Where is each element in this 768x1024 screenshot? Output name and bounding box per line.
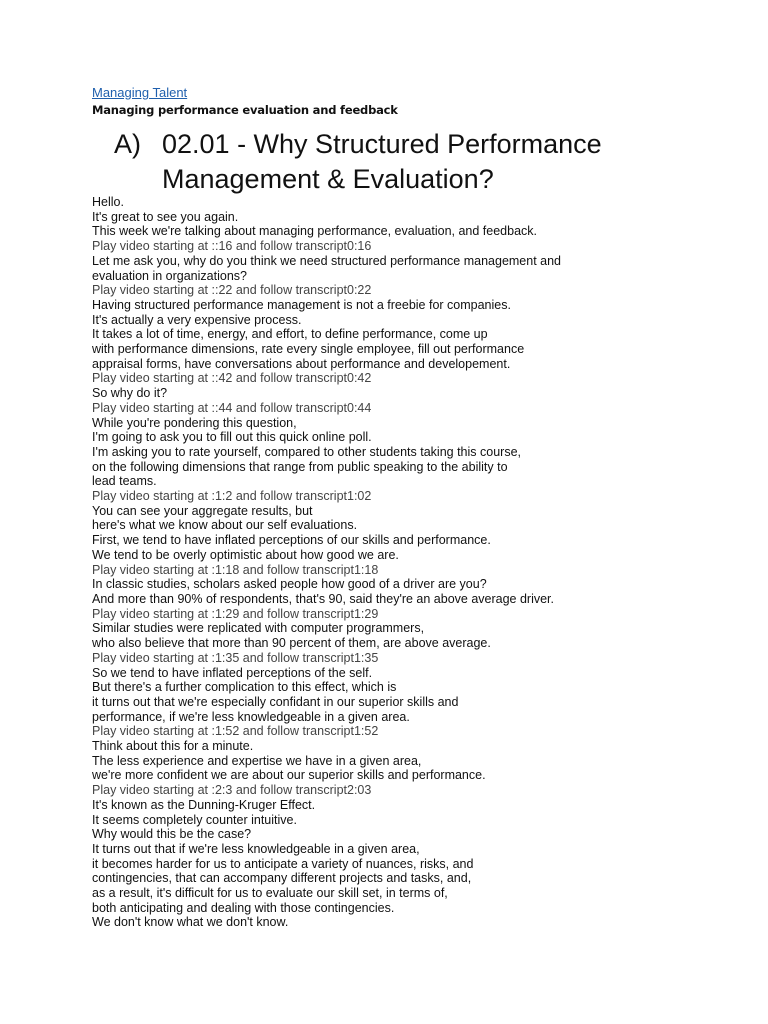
course-link[interactable]: Managing Talent	[92, 85, 188, 100]
transcript-line: Think about this for a minute.	[92, 739, 254, 754]
transcript-line: it turns out that we're especially confidant in our superior skills and	[92, 694, 459, 709]
play-video-link[interactable]: Play video starting at :1:52 and follow transcript1:52	[92, 724, 379, 739]
transcript-line: I'm going to ask you to fill out this quick online poll.	[92, 430, 372, 445]
heading-text-line-2: Management & Evaluation?	[162, 164, 494, 194]
transcript-line: This week we're talking about managing performance, evaluation, and feedback.	[92, 224, 538, 239]
transcript-line: We don't know what we don't know.	[92, 915, 289, 930]
transcript-line: Similar studies were replicated with computer programmers,	[92, 621, 425, 636]
heading-list-marker: A)	[114, 129, 141, 159]
transcript-line: I'm asking you to rate yourself, compared to other students taking this course,	[92, 444, 521, 459]
transcript-body	[92, 195, 732, 930]
transcript-line: Hello.	[92, 195, 124, 209]
play-video-link[interactable]: Play video starting at :2:3 and follow transcript2:03	[92, 783, 372, 798]
transcript-line: Let me ask you, why do you think we need structured performance management and	[92, 253, 562, 268]
transcript-line: You can see your aggregate results, but	[92, 503, 313, 518]
play-video-link[interactable]: Play video starting at :1:18 and follow transcript1:18	[92, 562, 379, 577]
transcript-line: performance, if we're less knowledgeable in a given area.	[92, 709, 410, 724]
title-line-1	[114, 127, 734, 162]
transcript-line: we're more confident we are about our superior skills and performance.	[92, 768, 486, 783]
transcript-line: it becomes harder for us to anticipate a variety of nuances, risks, and	[92, 856, 474, 871]
transcript-line: And more than 90% of respondents, that's 90, said they're an above average driver.	[92, 591, 555, 606]
transcript-line: here's what we know about our self evaluations.	[92, 518, 358, 533]
transcript-line: It seems completely counter intuitive.	[92, 812, 297, 827]
transcript-line: with performance dimensions, rate every single employee, fill out performance	[92, 342, 525, 357]
transcript-line: It's known as the Dunning-Kruger Effect.	[92, 797, 316, 812]
transcript-line: Having structured performance management is not a freebie for companies.	[92, 297, 511, 312]
transcript-line: It takes a lot of time, energy, and effort, to define performance, come up	[92, 327, 488, 342]
transcript-line: who also believe that more than 90 percent of them, are above average.	[92, 636, 491, 651]
play-video-link[interactable]: Play video starting at :1:2 and follow transcript1:02	[92, 489, 372, 504]
transcript-line: both anticipating and dealing with those contingencies.	[92, 900, 395, 915]
play-video-link[interactable]: Play video starting at :1:29 and follow transcript1:29	[92, 606, 379, 621]
play-video-link[interactable]: Play video starting at ::16 and follow transcript0:16	[92, 239, 372, 254]
transcript-line: evaluation in organizations?	[92, 268, 247, 283]
transcript-line: as a result, it's difficult for us to evaluate our skill set, in terms of,	[92, 886, 448, 901]
transcript-line: So we tend to have inflated perceptions of the self.	[92, 665, 373, 680]
page-title	[114, 127, 734, 197]
transcript-line: The less experience and expertise we have in a given area,	[92, 753, 422, 768]
play-video-link[interactable]: Play video starting at ::22 and follow transcript0:22	[92, 283, 372, 298]
play-video-link[interactable]: Play video starting at ::42 and follow transcript0:42	[92, 371, 372, 386]
section-subtitle: Managing performance evaluation and feedback	[92, 103, 398, 117]
transcript-line: appraisal forms, have conversations about performance and developement.	[92, 356, 511, 371]
play-video-link[interactable]: Play video starting at :1:35 and follow transcript1:35	[92, 650, 379, 665]
transcript-line: It's great to see you again.	[92, 209, 239, 224]
transcript-line: First, we tend to have inflated perceptions of our skills and performance.	[92, 533, 491, 548]
heading-text-line-1: 02.01 - Why Structured Performance	[162, 129, 602, 159]
transcript-line: So why do it?	[92, 386, 168, 401]
transcript-line: We tend to be overly optimistic about how good we are.	[92, 547, 399, 562]
transcript-line: lead teams.	[92, 474, 157, 489]
play-video-link[interactable]: Play video starting at ::44 and follow transcript0:44	[92, 400, 372, 415]
transcript-line: Why would this be the case?	[92, 827, 252, 842]
transcript-line: But there's a further complication to this effect, which is	[92, 680, 397, 695]
transcript-line: In classic studies, scholars asked people how good of a driver are you?	[92, 577, 487, 592]
transcript-line: It turns out that if we're less knowledgeable in a given area,	[92, 841, 420, 856]
transcript-line: on the following dimensions that range from public speaking to the ability to	[92, 459, 508, 474]
transcript-line: contingencies, that can accompany different projects and tasks, and,	[92, 871, 472, 886]
transcript-line: While you're pondering this question,	[92, 415, 297, 430]
transcript-line: It's actually a very expensive process.	[92, 312, 302, 327]
